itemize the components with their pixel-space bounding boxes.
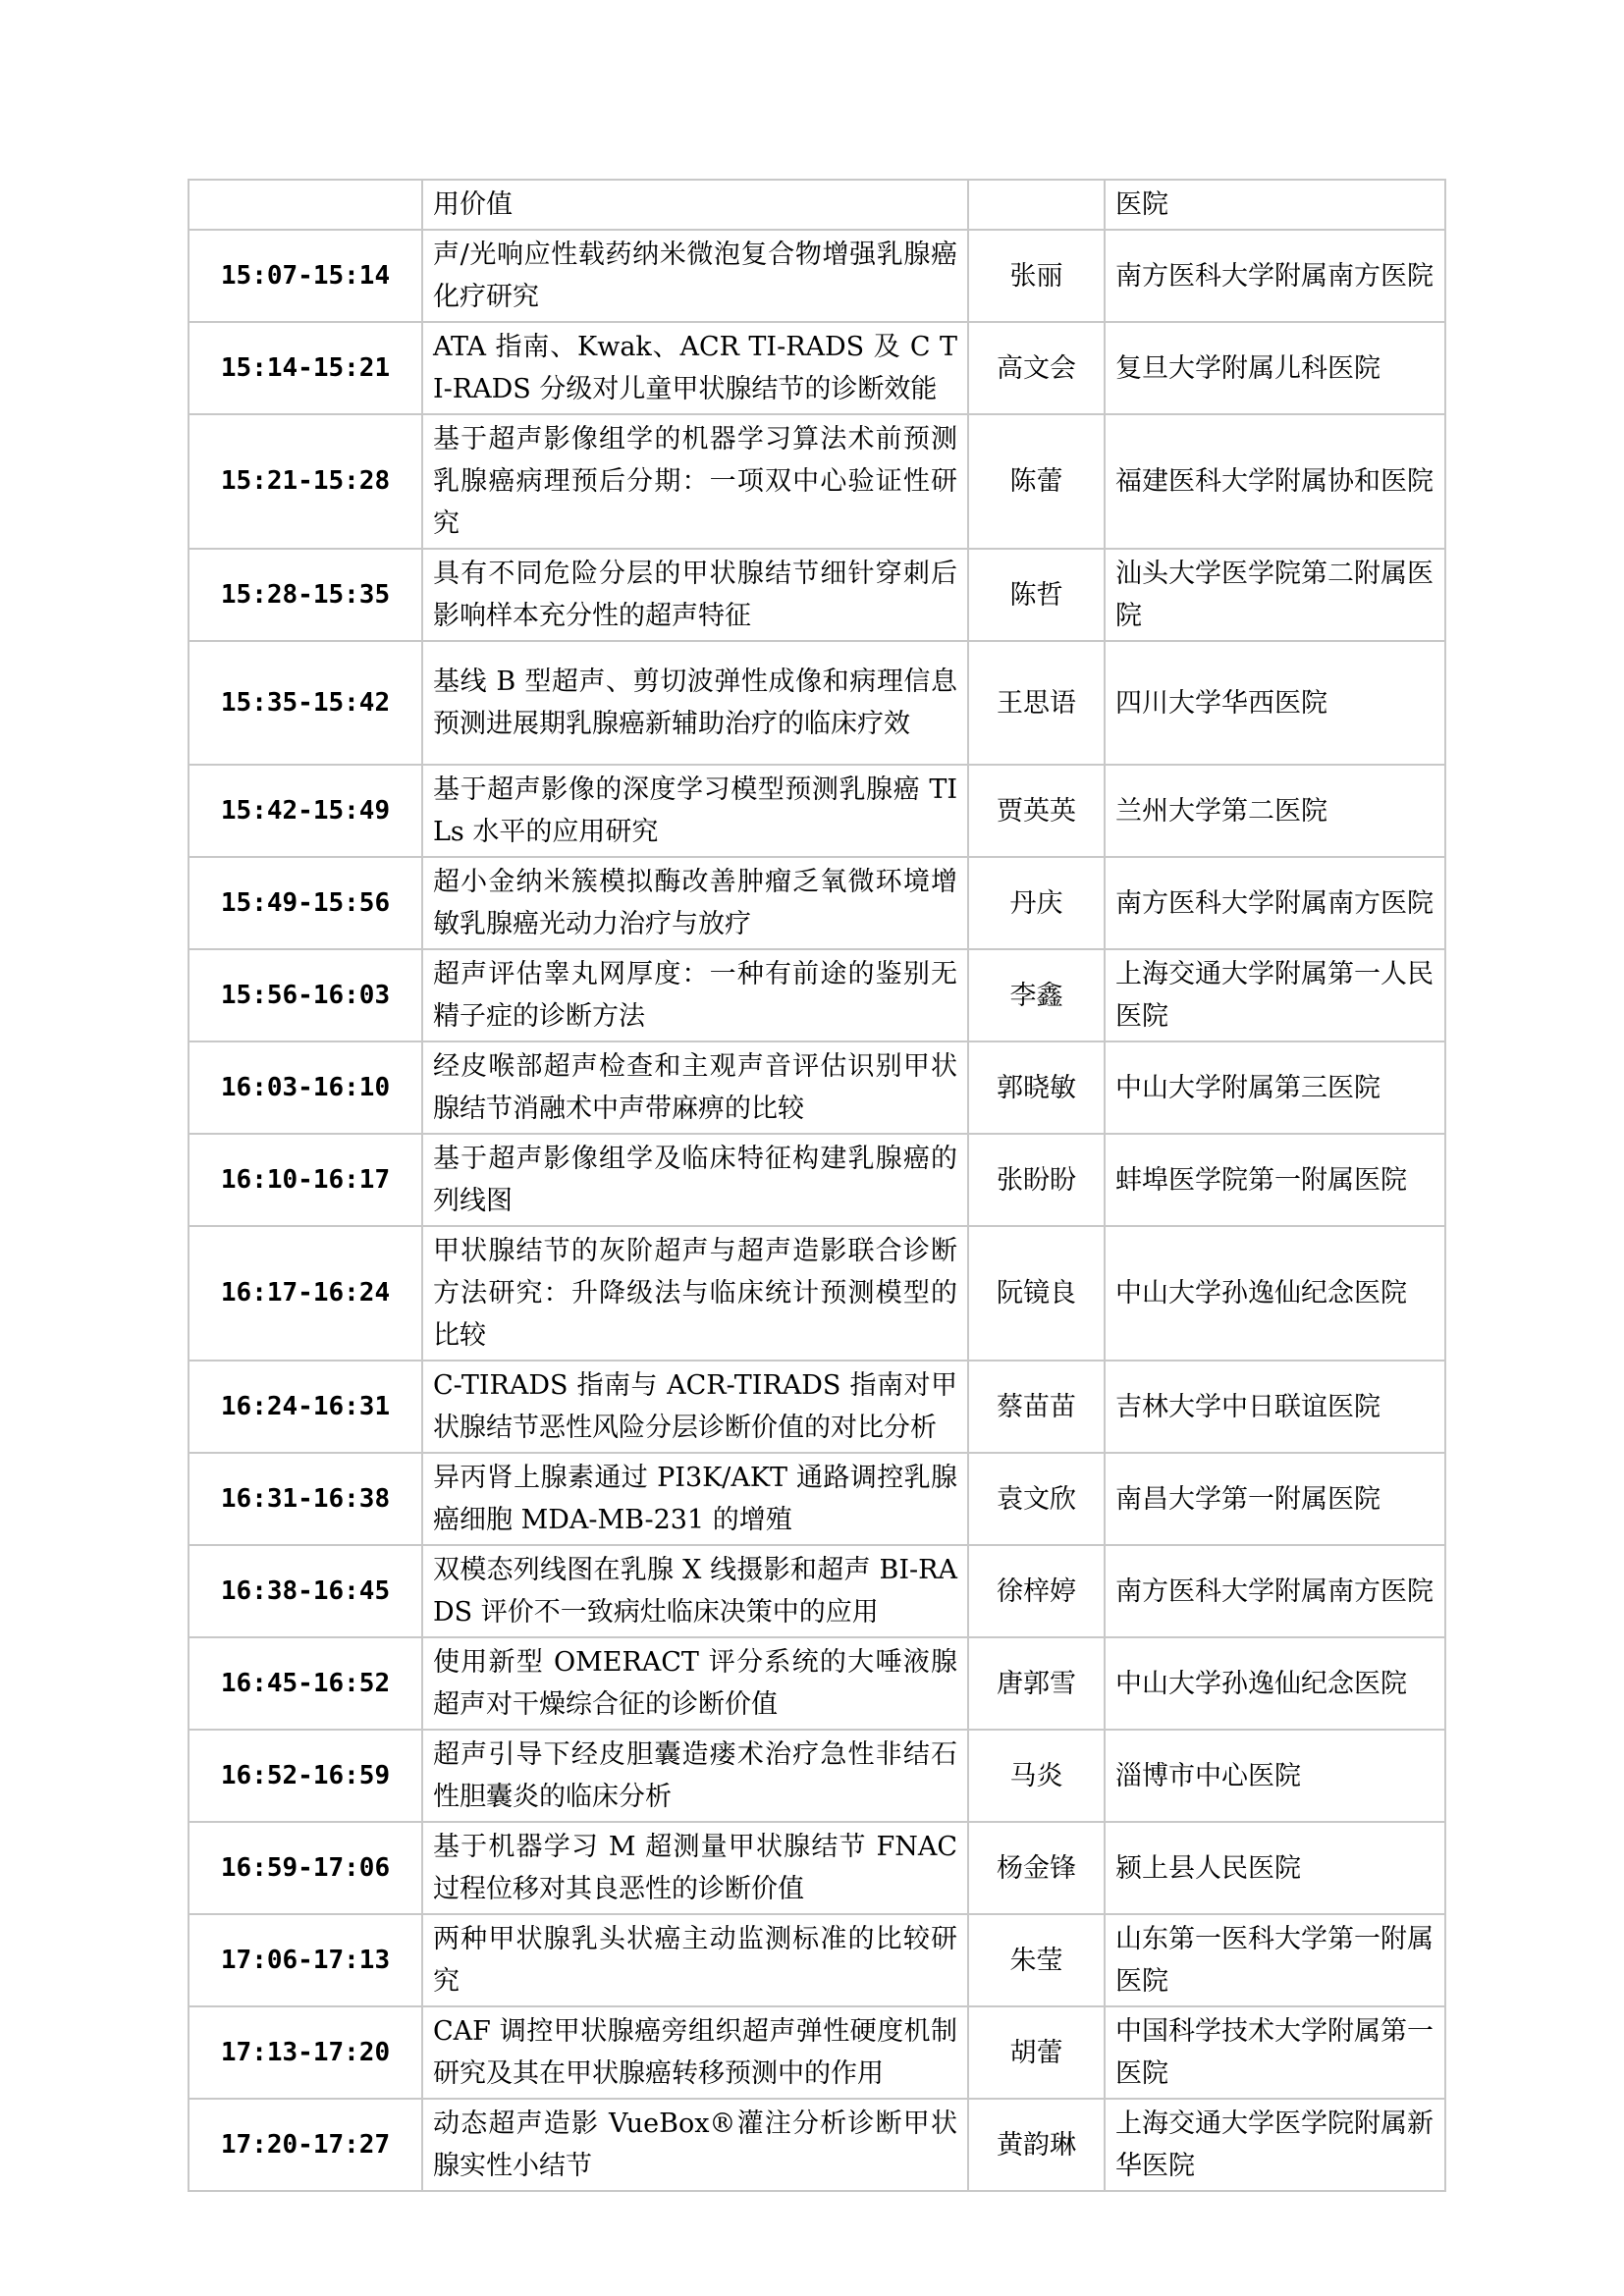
speaker-institution: 中山大学孙逸仙纪念医院 xyxy=(1105,1226,1445,1361)
speaker-institution: 上海交通大学医学院附属新华医院 xyxy=(1105,2099,1445,2191)
speaker-institution: 福建医科大学附属协和医院 xyxy=(1105,414,1445,549)
speaker-institution: 蚌埠医学院第一附属医院 xyxy=(1105,1134,1445,1226)
speaker-name: 王思语 xyxy=(968,641,1105,765)
session-time: 16:17-16:24 xyxy=(189,1226,422,1361)
table-row xyxy=(189,1545,1445,1637)
talk-title: 具有不同危险分层的甲状腺结节细针穿刺后影响样本充分性的超声特征 xyxy=(422,549,968,641)
speaker-name: 张盼盼 xyxy=(968,1134,1105,1226)
table-row xyxy=(189,1041,1445,1134)
table-row xyxy=(189,1637,1445,1730)
talk-title: 两种甲状腺乳头状癌主动监测标准的比较研究 xyxy=(422,1914,968,2006)
session-time: 16:45-16:52 xyxy=(189,1637,422,1730)
speaker-name: 唐郭雪 xyxy=(968,1637,1105,1730)
table-row xyxy=(189,1730,1445,1822)
table-row xyxy=(189,1914,1445,2006)
session-time: 15:28-15:35 xyxy=(189,549,422,641)
session-time: 15:49-15:56 xyxy=(189,857,422,949)
speaker-institution: 中山大学附属第三医院 xyxy=(1105,1041,1445,1134)
speaker-name: 高文会 xyxy=(968,322,1105,414)
talk-title: C-TIRADS 指南与 ACR-TIRADS 指南对甲状腺结节恶性风险分层诊断价值的对比分析 xyxy=(422,1361,968,1453)
table-row xyxy=(189,765,1445,857)
table-row xyxy=(189,1453,1445,1545)
speaker-name: 陈蕾 xyxy=(968,414,1105,549)
speaker-institution: 淄博市中心医院 xyxy=(1105,1730,1445,1822)
session-time xyxy=(189,180,422,230)
table-row xyxy=(189,322,1445,414)
talk-title: 基于超声影像组学的机器学习算法术前预测乳腺癌病理预后分期：一项双中心验证性研究 xyxy=(422,414,968,549)
session-time: 17:06-17:13 xyxy=(189,1914,422,2006)
speaker-name: 阮镜良 xyxy=(968,1226,1105,1361)
speaker-institution: 四川大学华西医院 xyxy=(1105,641,1445,765)
talk-title: 双模态列线图在乳腺 X 线摄影和超声 BI-RADS 评价不一致病灶临床决策中的应用 xyxy=(422,1545,968,1637)
table-row xyxy=(189,549,1445,641)
session-time: 17:13-17:20 xyxy=(189,2006,422,2099)
talk-title: 经皮喉部超声检查和主观声音评估识别甲状腺结节消融术中声带麻痹的比较 xyxy=(422,1041,968,1134)
talk-title: 声/光响应性载药纳米微泡复合物增强乳腺癌化疗研究 xyxy=(422,230,968,322)
talk-title: 基于机器学习 M 超测量甲状腺结节 FNAC 过程位移对其良恶性的诊断价值 xyxy=(422,1822,968,1914)
speaker-institution: 南昌大学第一附属医院 xyxy=(1105,1453,1445,1545)
talk-title: 基于超声影像组学及临床特征构建乳腺癌的列线图 xyxy=(422,1134,968,1226)
session-time: 16:38-16:45 xyxy=(189,1545,422,1637)
session-time: 16:59-17:06 xyxy=(189,1822,422,1914)
speaker-name: 李鑫 xyxy=(968,949,1105,1041)
session-time: 15:07-15:14 xyxy=(189,230,422,322)
speaker-institution: 医院 xyxy=(1105,180,1445,230)
speaker-institution: 上海交通大学附属第一人民医院 xyxy=(1105,949,1445,1041)
speaker-institution: 中国科学技术大学附属第一医院 xyxy=(1105,2006,1445,2099)
speaker-institution: 山东第一医科大学第一附属医院 xyxy=(1105,1914,1445,2006)
talk-title: 异丙肾上腺素通过 PI3K/AKT 通路调控乳腺癌细胞 MDA-MB-231 的增殖 xyxy=(422,1453,968,1545)
speaker-institution: 南方医科大学附属南方医院 xyxy=(1105,1545,1445,1637)
speaker-name: 蔡苗苗 xyxy=(968,1361,1105,1453)
talk-title: 甲状腺结节的灰阶超声与超声造影联合诊断方法研究：升降级法与临床统计预测模型的比较 xyxy=(422,1226,968,1361)
talk-title: 用价值 xyxy=(422,180,968,230)
speaker-name: 丹庆 xyxy=(968,857,1105,949)
table-row xyxy=(189,949,1445,1041)
schedule-table xyxy=(188,179,1446,2192)
session-time: 16:52-16:59 xyxy=(189,1730,422,1822)
table-row xyxy=(189,1134,1445,1226)
talk-title: 超声引导下经皮胆囊造瘘术治疗急性非结石性胆囊炎的临床分析 xyxy=(422,1730,968,1822)
table-row xyxy=(189,230,1445,322)
session-time: 15:56-16:03 xyxy=(189,949,422,1041)
session-time: 16:31-16:38 xyxy=(189,1453,422,1545)
talk-title: 基于超声影像的深度学习模型预测乳腺癌 TILs 水平的应用研究 xyxy=(422,765,968,857)
speaker-institution: 南方医科大学附属南方医院 xyxy=(1105,857,1445,949)
speaker-name: 马炎 xyxy=(968,1730,1105,1822)
speaker-name: 徐梓婷 xyxy=(968,1545,1105,1637)
speaker-name: 贾英英 xyxy=(968,765,1105,857)
table-row xyxy=(189,414,1445,549)
table-row xyxy=(189,2006,1445,2099)
speaker-name: 郭晓敏 xyxy=(968,1041,1105,1134)
speaker-institution: 颍上县人民医院 xyxy=(1105,1822,1445,1914)
speaker-name: 胡蕾 xyxy=(968,2006,1105,2099)
session-time: 16:03-16:10 xyxy=(189,1041,422,1134)
session-time: 16:24-16:31 xyxy=(189,1361,422,1453)
session-time: 15:21-15:28 xyxy=(189,414,422,549)
speaker-name: 黄韵琳 xyxy=(968,2099,1105,2191)
talk-title: 基线 B 型超声、剪切波弹性成像和病理信息预测进展期乳腺癌新辅助治疗的临床疗效 xyxy=(422,641,968,765)
table-row xyxy=(189,1361,1445,1453)
table-row xyxy=(189,641,1445,765)
session-time: 17:20-17:27 xyxy=(189,2099,422,2191)
speaker-name: 袁文欣 xyxy=(968,1453,1105,1545)
speaker-name: 张丽 xyxy=(968,230,1105,322)
talk-title: 超小金纳米簇模拟酶改善肿瘤乏氧微环境增敏乳腺癌光动力治疗与放疗 xyxy=(422,857,968,949)
talk-title: 使用新型 OMERACT 评分系统的大唾液腺超声对干燥综合征的诊断价值 xyxy=(422,1637,968,1730)
table-row xyxy=(189,857,1445,949)
speaker-name: 陈哲 xyxy=(968,549,1105,641)
session-time: 15:42-15:49 xyxy=(189,765,422,857)
speaker-institution: 中山大学孙逸仙纪念医院 xyxy=(1105,1637,1445,1730)
table-row xyxy=(189,1226,1445,1361)
session-time: 15:14-15:21 xyxy=(189,322,422,414)
schedule-table-body xyxy=(189,180,1445,2191)
talk-title: ATA 指南、Kwak、ACR TI-RADS 及 C TI-RADS 分级对儿童甲状腺结节的诊断效能 xyxy=(422,322,968,414)
speaker-institution: 复旦大学附属儿科医院 xyxy=(1105,322,1445,414)
speaker-institution: 汕头大学医学院第二附属医院 xyxy=(1105,549,1445,641)
talk-title: CAF 调控甲状腺癌旁组织超声弹性硬度机制研究及其在甲状腺癌转移预测中的作用 xyxy=(422,2006,968,2099)
session-time: 16:10-16:17 xyxy=(189,1134,422,1226)
table-row xyxy=(189,2099,1445,2191)
table-row xyxy=(189,1822,1445,1914)
speaker-name xyxy=(968,180,1105,230)
session-time: 15:35-15:42 xyxy=(189,641,422,765)
talk-title: 动态超声造影 VueBox®灌注分析诊断甲状腺实性小结节 xyxy=(422,2099,968,2191)
speaker-name: 杨金锋 xyxy=(968,1822,1105,1914)
speaker-institution: 吉林大学中日联谊医院 xyxy=(1105,1361,1445,1453)
speaker-institution: 南方医科大学附属南方医院 xyxy=(1105,230,1445,322)
talk-title: 超声评估睾丸网厚度：一种有前途的鉴别无精子症的诊断方法 xyxy=(422,949,968,1041)
speaker-name: 朱莹 xyxy=(968,1914,1105,2006)
table-row xyxy=(189,180,1445,230)
speaker-institution: 兰州大学第二医院 xyxy=(1105,765,1445,857)
